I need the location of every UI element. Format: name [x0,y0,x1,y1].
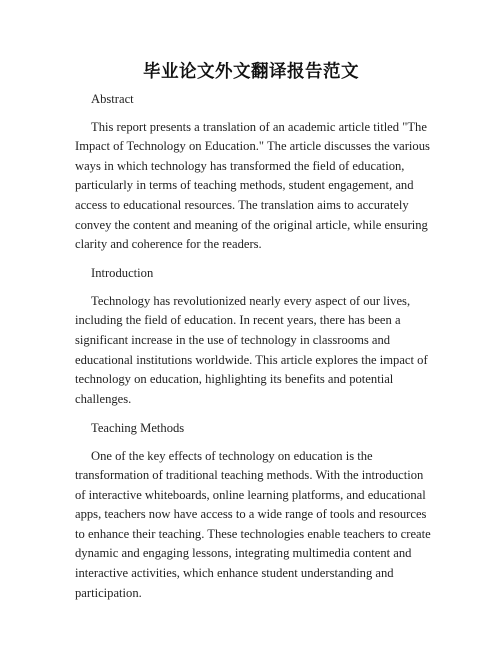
section-body-teaching-methods: One of the key effects of technology on education is the transformation of traditional teaching methods. With the introduction of interactive whiteboards, online learning platforms, and educational apps, teachers now have access to a wide range of tools and resources to enhance their teaching. These technologies enable teachers to create dynamic and engaging lessons, integrating multimedia content and interactive activities, which enhance student understanding and participation. [75,448,431,600]
document-title: 毕业论文外文翻译报告范文 [143,62,359,82]
section-heading-teaching-methods: Teaching Methods [91,420,185,435]
section-body-introduction: Technology has revolutionized nearly every aspect of our lives, including the field of education. In recent years, there has been a significant increase in the use of technology in classrooms and educational institutions worldwide. This article explores the impact of technology on education, highlighting its benefits and potential challenges. [75,293,428,406]
introduction-section [75,264,431,419]
section-body-abstract: This report presents a translation of an academic article titled "The Impact of Technology on Education." The article discusses the various ways in which technology has transformed the field of education, particularly in terms of teaching methods, student engagement, and access to educational resources. The translation aims to accurately convey the content and meaning of the original article, while ensuring clarity and coherence for the readers. [75,119,430,252]
teaching-methods-section [75,419,431,603]
section-heading-abstract: Abstract [91,92,134,106]
document-body [75,90,431,603]
section-heading-introduction: Introduction [91,266,154,281]
abstract-section [75,90,431,264]
